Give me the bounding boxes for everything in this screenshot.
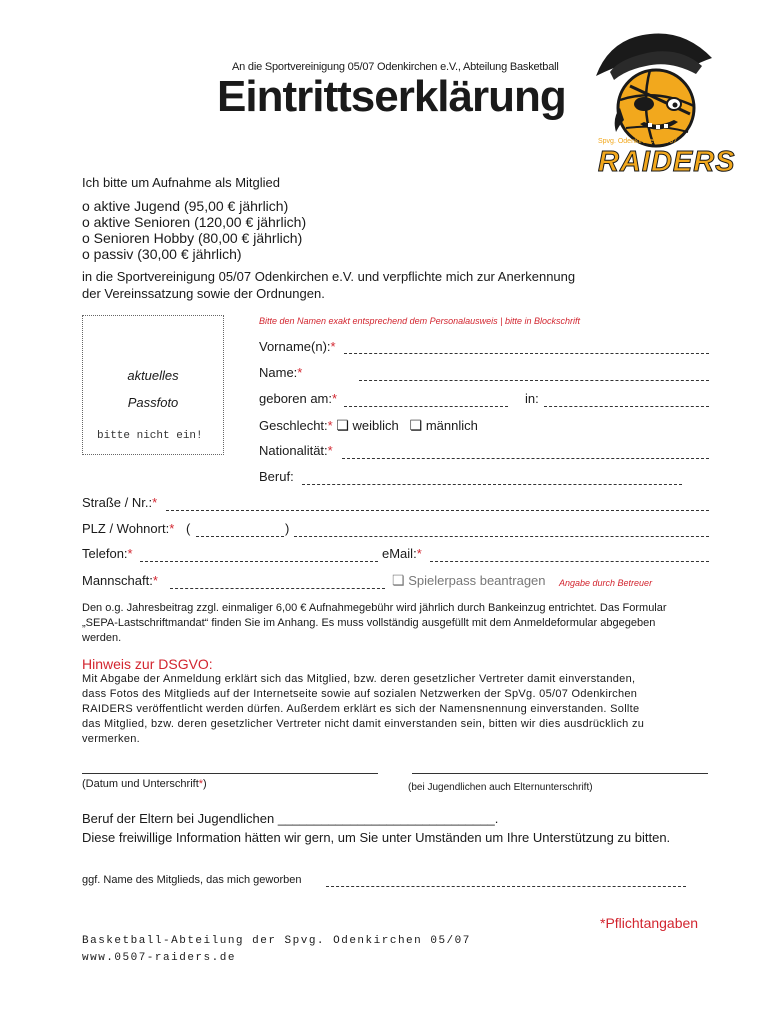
signature-label-close: ): [203, 778, 207, 790]
parents-info-line: Diese freiwillige Information hätten wir gern, um Sie unter Umständen um Ihre Unterstützung zu bitten.: [82, 830, 671, 845]
passport-photo-box[interactable]: [82, 315, 224, 455]
statement-line-1: in die Sportvereinigung 05/07 Odenkirchen e.V. und verpflichte mich zur Anerkennung: [82, 269, 576, 284]
telefon-input[interactable]: [140, 547, 378, 562]
mannschaft-label: Mannschaft:: [82, 573, 153, 588]
name-hint: Bitte den Namen exakt entsprechend dem Personalausweis | bitte in Blockschrift: [259, 316, 581, 326]
weiblich-label: weiblich: [352, 418, 399, 433]
beruf-label: Beruf:: [259, 469, 294, 484]
footer: [82, 933, 471, 967]
intro-text: Ich bitte um Aufnahme als Mitglied: [82, 175, 280, 190]
strasse-label: Straße / Nr.:: [82, 495, 153, 510]
name-input[interactable]: [359, 366, 709, 381]
email-row: [382, 546, 422, 561]
nationalitaet-row: [259, 443, 333, 458]
page-title: Eintrittserklärung: [217, 72, 566, 121]
required-star: *: [169, 521, 175, 536]
maennlich-label: männlich: [425, 418, 478, 433]
membership-options: [82, 198, 306, 262]
spielerpass-checkbox[interactable]: ❏: [392, 572, 405, 588]
vorname-input[interactable]: [344, 339, 709, 354]
signature-line-parent[interactable]: [412, 773, 708, 774]
logo-club-name: Spvg. Odenkirchen 05/07: [598, 138, 677, 145]
parents-job-line: Beruf der Eltern bei Jugendlichen ______________________________.: [82, 811, 499, 826]
recruiter-label: ggf. Name des Mitglieds, das mich geworben: [82, 874, 302, 886]
logo-team-name: RAIDERS: [598, 146, 736, 178]
nationalitaet-label: Nationalität:: [259, 443, 328, 458]
fee-line-3: werden.: [82, 632, 122, 644]
geschlecht-label: Geschlecht:: [259, 418, 328, 433]
signature-line-member[interactable]: [82, 773, 378, 774]
option-aktive-senioren[interactable]: o aktive Senioren (120,00 € jährlich): [82, 214, 307, 230]
vorname-row: [259, 339, 336, 354]
betreuer-hint: Angabe durch Betreuer: [559, 578, 653, 588]
maennlich-checkbox[interactable]: ❏: [409, 417, 423, 433]
plz-row: [82, 521, 174, 536]
required-star: *: [330, 339, 336, 354]
recruiter-input[interactable]: [326, 874, 686, 887]
mannschaft-row: [82, 573, 158, 588]
signature-label-text: (Datum und Unterschrift: [82, 778, 199, 790]
option-aktive-jugend[interactable]: o aktive Jugend (95,00 € jährlich): [82, 198, 289, 214]
dsgvo-line-5: vermerken.: [82, 733, 141, 745]
required-star: *: [152, 573, 158, 588]
statement-line-2: der Vereinssatzung sowie der Ordnungen.: [82, 286, 325, 301]
spielerpass-row: [392, 572, 546, 589]
dsgvo-line-1: Mit Abgabe der Anmeldung erklärt sich das Mitglied, bzw. deren gesetzlicher Vertreter damit einverstanden,: [82, 673, 636, 685]
strasse-row: [82, 495, 157, 510]
geschlecht-row: [259, 417, 478, 434]
strasse-input[interactable]: [166, 496, 709, 511]
required-star: *: [198, 778, 204, 790]
footer-department: Basketball-Abteilung der Spvg. Odenkirchen 05/07: [82, 935, 471, 947]
option-senioren-hobby[interactable]: o Senioren Hobby (80,00 € jährlich): [82, 230, 303, 246]
fee-text: [82, 601, 667, 646]
beruf-input[interactable]: [302, 470, 682, 485]
name-label: Name:: [259, 365, 298, 380]
required-star: *: [297, 365, 303, 380]
geburtsdatum-input[interactable]: [344, 392, 508, 407]
weiblich-checkbox[interactable]: ❏: [336, 417, 349, 433]
dsgvo-line-4: das Mitglied, bzw. deren gesetzlicher Vertreter nicht damit einverstanden sein, bitten wir dies ausdrücklich zu: [82, 718, 645, 730]
required-note: *Pflichtangaben: [600, 915, 699, 931]
email-input[interactable]: [430, 547, 709, 562]
fee-line-1: Den o.g. Jahresbeitrag zzgl. einmaliger 6,00 € Aufnahmegebühr wird jährlich durch Bankeinzug entrichtet. Das Formular: [82, 602, 667, 614]
required-star: *: [332, 391, 338, 406]
photo-label-3: bitte nicht ein!: [97, 430, 203, 442]
option-passiv[interactable]: o passiv (30,00 € jährlich): [82, 246, 242, 262]
vorname-label: Vorname(n):: [259, 339, 331, 354]
geboren-row: [259, 391, 337, 406]
required-star: *: [152, 495, 158, 510]
photo-label-2: Passfoto: [127, 395, 179, 410]
fee-line-2: „SEPA-Lastschriftmandat“ finden Sie im Anhang. Es muss vollständig ausgefüllt mit dem Anmeldeformular abgegeben: [82, 617, 656, 629]
spielerpass-label: Spielerpass beantragen: [408, 573, 546, 588]
plz-input[interactable]: [196, 522, 284, 537]
required-star: *: [327, 418, 333, 433]
telefon-label: Telefon:: [82, 546, 128, 561]
mannschaft-input[interactable]: [170, 574, 385, 589]
dsgvo-text: [82, 672, 644, 747]
photo-label-1: aktuelles: [127, 368, 179, 383]
signature-label-parent: (bei Jugendlichen auch Elternunterschrift): [408, 782, 593, 793]
header-subtitle: An die Sportvereinigung 05/07 Odenkirchen e.V., Abteilung Basketball: [232, 61, 559, 73]
email-label: eMail:: [382, 546, 417, 561]
dsgvo-line-3: RAIDERS veröffentlicht werden dürfen. Außerdem erklärt es sich der Namensnennung einverstanden. Sollte: [82, 703, 640, 715]
geboren-label: geboren am:: [259, 391, 332, 406]
required-star: *: [327, 443, 333, 458]
telefon-row: [82, 546, 133, 561]
plz-label: PLZ / Wohnort:: [82, 521, 170, 536]
name-row: [259, 365, 302, 380]
footer-website[interactable]: www.0507-raiders.de: [82, 952, 236, 964]
required-star: *: [416, 546, 422, 561]
nationalitaet-input[interactable]: [342, 444, 709, 459]
membership-statement: [82, 268, 575, 302]
geburtsort-label: in:: [525, 391, 539, 406]
dsgvo-title: Hinweis zur DSGVO:: [82, 656, 213, 672]
signature-label-member: [82, 778, 207, 790]
wohnort-input[interactable]: [294, 522, 709, 537]
geburtsort-input[interactable]: [544, 392, 709, 407]
dsgvo-line-2: dass Fotos des Mitglieds auf der Internetseite sowie auf sozialen Netzwerken der SpVg. 05/07 Odenkirchen: [82, 688, 638, 700]
required-star: *: [127, 546, 133, 561]
